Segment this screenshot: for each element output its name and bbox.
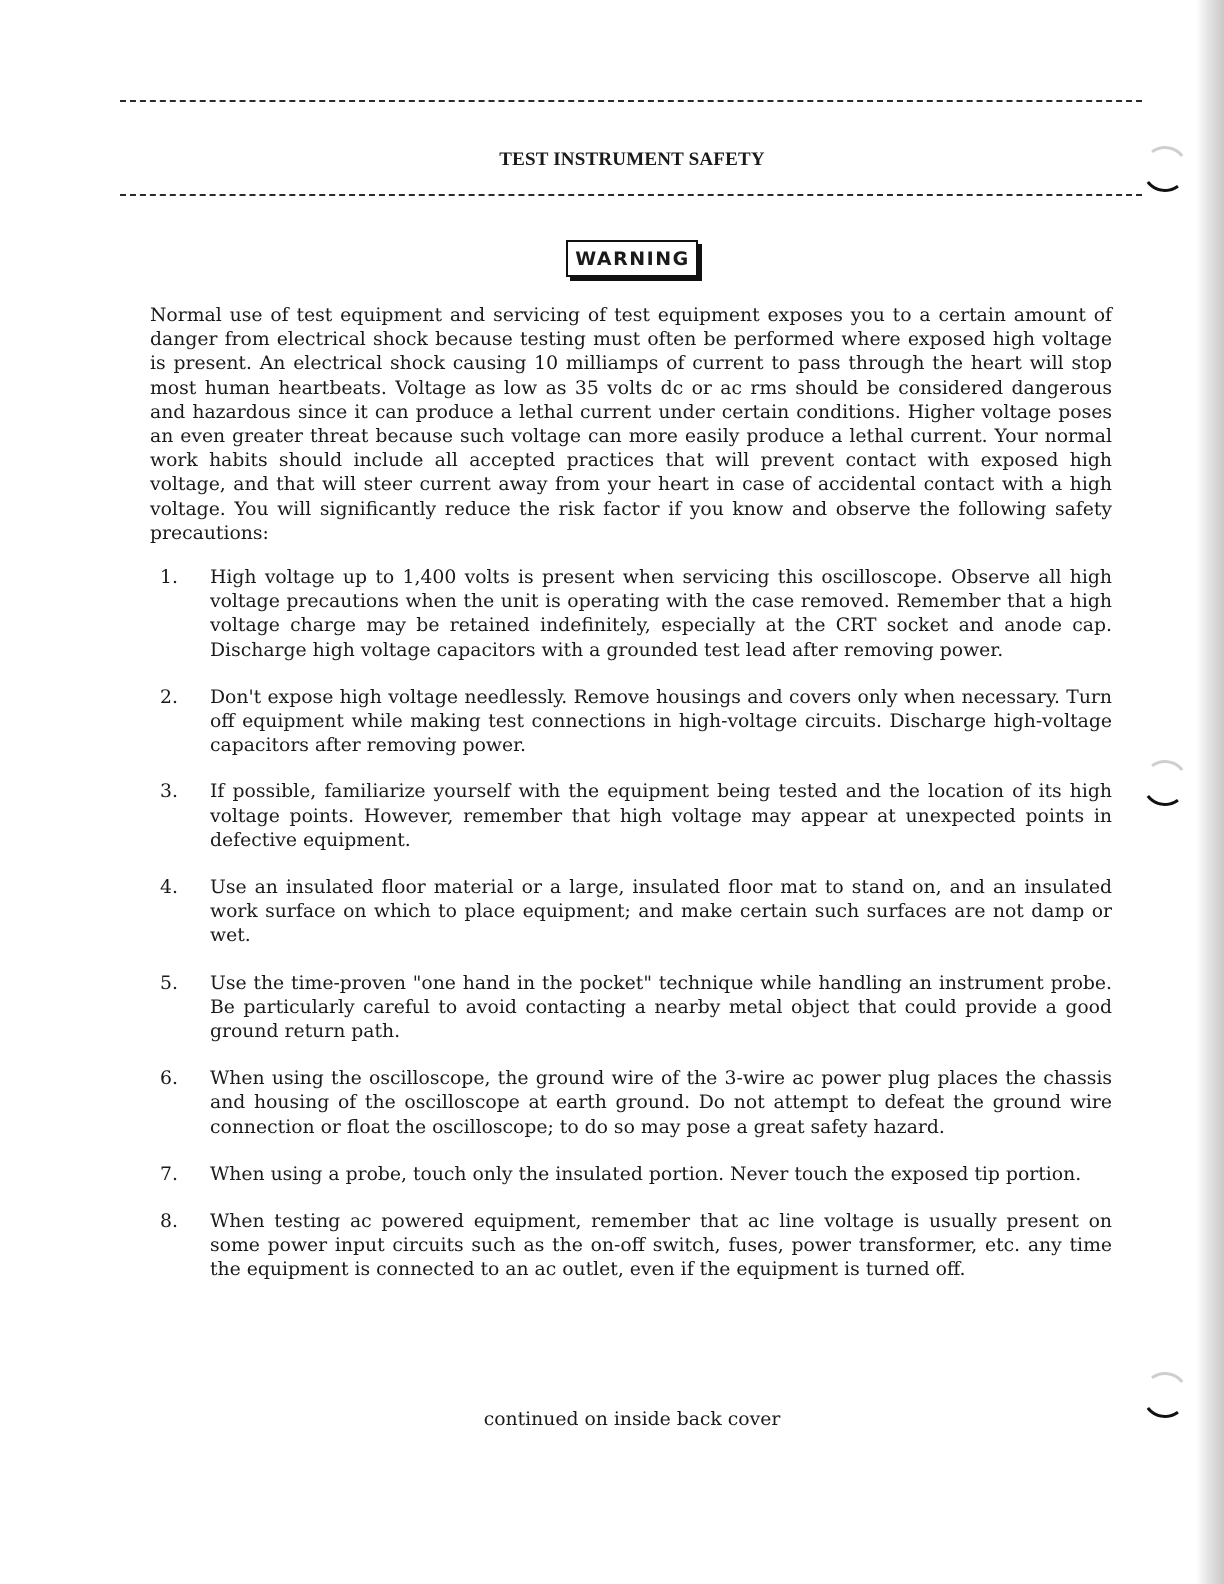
- list-item-number: 4.: [160, 877, 178, 899]
- list-item-text: If possible, familiarize yourself with the equipment being tested and the location of its high voltage points. However, remember that high voltage may appear at unexpected points in defective equipment.: [210, 781, 1112, 851]
- list-item-text: Don't expose high voltage needlessly. Remove housings and covers only when necessary. Turn off equipment while making test connections in high-voltage circuits. Discharge high-voltage capacitors after removing power.: [210, 686, 1112, 757]
- list-item-number: 1.: [160, 567, 178, 588]
- list-item-text: High voltage up to 1,400 volts is present when servicing this oscilloscope. Observe all high voltage precautions when the unit is operating with the case removed. Remember that a high voltage charge may be retained indefinitely, especially at the CRT socket and anode cap. Discharge high voltage capacitors with a grounded test lead after removing power.: [210, 567, 1112, 661]
- list-item-text: When using a probe, touch only the insulated portion. Never touch the exposed tip portion.: [210, 1163, 1082, 1185]
- list-item-number: 8.: [160, 1211, 178, 1233]
- bottom-dashed-rule: [120, 194, 1142, 196]
- list-item-text: Use the time-proven "one hand in the pocket" technique while handling an instrument probe. Be particularly careful to avoid contacting a nearby metal object that could provide a good ground return path.: [210, 972, 1112, 1043]
- page-edge-shadow: [1196, 0, 1224, 1584]
- list-item-text: When testing ac powered equipment, remember that ac line voltage is usually present on some power input circuits such as the on-off switch, fuses, power transformer, etc. any time the equipment is connected to an ac outlet, even if the equipment is turned off.: [210, 1211, 1112, 1281]
- list-item: [160, 566, 1112, 663]
- continued-note: continued on inside back cover: [483, 1409, 781, 1430]
- list-item: [160, 876, 1112, 949]
- list-item: [160, 1210, 1112, 1283]
- list-item-number: 6.: [160, 1068, 178, 1090]
- page-title: TEST INSTRUMENT SAFETY: [499, 148, 765, 170]
- list-item: [160, 686, 1112, 759]
- list-item-number: 3.: [160, 781, 178, 803]
- list-item-text: When using the oscilloscope, the ground wire of the 3-wire ac power plug places the chassis and housing of the oscilloscope at earth ground. Do not attempt to defeat the ground wire connection or float the oscilloscope; to do so may pose a great safety hazard.: [210, 1068, 1112, 1138]
- warning-container: [0, 240, 1224, 277]
- top-dashed-rule: [120, 100, 1142, 102]
- precautions-list: [160, 566, 1112, 1283]
- intro-paragraph: Normal use of test equipment and servicing of test equipment exposes you to a certain amount of danger from electrical shock because testing must often be performed where exposed high voltage is present. An electrical shock causing 10 milliamps of current to pass through the heart will stop most human heartbeats. Voltage as low as 35 volts dc or ac rms should be considered dangerous and hazardous since it can produce a lethal current under certain conditions. Higher voltage poses an even greater threat because such voltage can more easily produce a lethal current. Your normal work habits should include all accepted practices that will prevent contact with exposed high voltage, and that will steer current away from your heart in case of accidental contact with a high voltage. You will significantly reduce the risk factor if you know and observe the following safety precautions:: [150, 305, 1112, 544]
- warning-label: WARNING: [566, 240, 697, 277]
- list-item: [160, 1163, 1112, 1187]
- list-item-number: 2.: [160, 686, 178, 708]
- binder-hole-icon: [1139, 757, 1191, 809]
- list-item-number: 7.: [160, 1163, 178, 1185]
- list-item: [160, 1067, 1112, 1140]
- list-item-text: Use an insulated floor material or a large, insulated floor mat to stand on, and an insulated work surface on which to place equipment; and make certain such surfaces are not damp or wet.: [210, 877, 1112, 947]
- list-item: [160, 972, 1112, 1045]
- list-item-number: 5.: [160, 972, 178, 994]
- list-item: [160, 780, 1112, 853]
